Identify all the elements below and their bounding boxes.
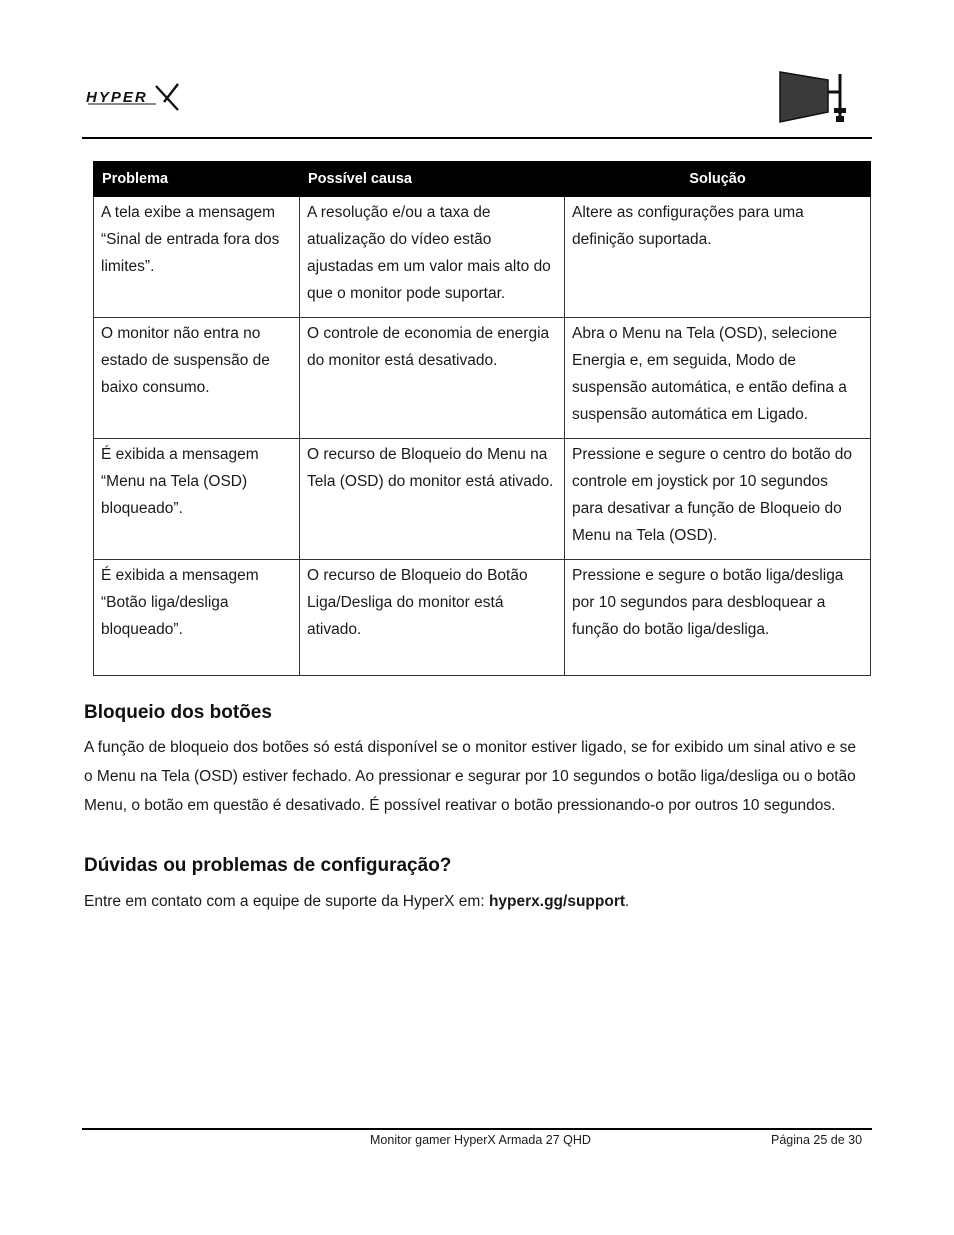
cell-cause: O recurso de Bloqueio do Botão Liga/Desliga do monitor está ativado. — [300, 560, 565, 676]
cell-cause: A resolução e/ou a taxa de atualização do vídeo estão ajustadas em um valor mais alto do que o monitor pode suportar. — [300, 197, 565, 318]
section-body-button-lock: A função de bloqueio dos botões só está disponível se o monitor estiver ligado, se for exibido um sinal ativo e se o Menu na Tela (OSD) estiver fechado. Ao pressionar e segurar por 10 segundos o botão liga/desliga ou o botão Menu, o botão em questão é desativado. É possível reativar o botão pressionando-o por outros 10 segundos. — [84, 739, 857, 814]
cell-cause: O controle de economia de energia do monitor está desativado. — [300, 318, 565, 439]
svg-text:HYPER: HYPER — [86, 89, 148, 106]
table-row — [94, 560, 871, 676]
support-link[interactable]: hyperx.gg/support — [488, 893, 626, 910]
page-header — [82, 66, 872, 138]
cell-cause: O recurso de Bloqueio do Menu na Tela (OSD) do monitor está ativado. — [300, 439, 565, 560]
header-cause: Possível causa — [300, 162, 565, 197]
section-title-support: Dúvidas ou problemas de configuração? — [84, 855, 452, 876]
cell-solution: Altere as configurações para uma definição suportada. — [565, 197, 871, 318]
troubleshooting-table — [93, 161, 871, 676]
table-header-row — [94, 162, 871, 197]
monitor-arm-icon — [778, 70, 852, 124]
page-number: Página 25 de 30 — [771, 1133, 863, 1147]
footer-rule — [82, 1128, 872, 1130]
table-row — [94, 439, 871, 560]
cell-problem: A tela exibe a mensagem “Sinal de entrada fora dos limites”. — [94, 197, 300, 318]
table-row — [94, 318, 871, 439]
header-rule — [82, 137, 872, 139]
section-body-support — [84, 887, 864, 916]
header-problem: Problema — [94, 162, 300, 197]
support-text-prefix: Entre em contato com a equipe de suporte da HyperX em: — [84, 893, 489, 910]
cell-solution: Abra o Menu na Tela (OSD), selecione Energia e, em seguida, Modo de suspensão automática, e então defina a suspensão automática em Ligado. — [565, 318, 871, 439]
cell-solution: Pressione e segure o botão liga/desliga por 10 segundos para desbloquear a função do botão liga/desliga. — [565, 560, 871, 676]
header-solution: Solução — [565, 162, 871, 197]
section-title-button-lock: Bloqueio dos botões — [84, 702, 272, 723]
cell-problem: É exibida a mensagem “Botão liga/desliga bloqueado”. — [94, 560, 300, 676]
table-row — [94, 197, 871, 318]
support-text-suffix: . — [625, 893, 630, 910]
cell-problem: O monitor não entra no estado de suspensão de baixo consumo. — [94, 318, 300, 439]
hyperx-logo-icon — [86, 80, 182, 112]
cell-solution: Pressione e segure o centro do botão do controle em joystick por 10 segundos para desativar a função de Bloqueio do Menu na Tela (OSD). — [565, 439, 871, 560]
cell-problem: É exibida a mensagem “Menu na Tela (OSD) bloqueado”. — [94, 439, 300, 560]
footer-title: Monitor gamer HyperX Armada 27 QHD — [370, 1133, 591, 1147]
